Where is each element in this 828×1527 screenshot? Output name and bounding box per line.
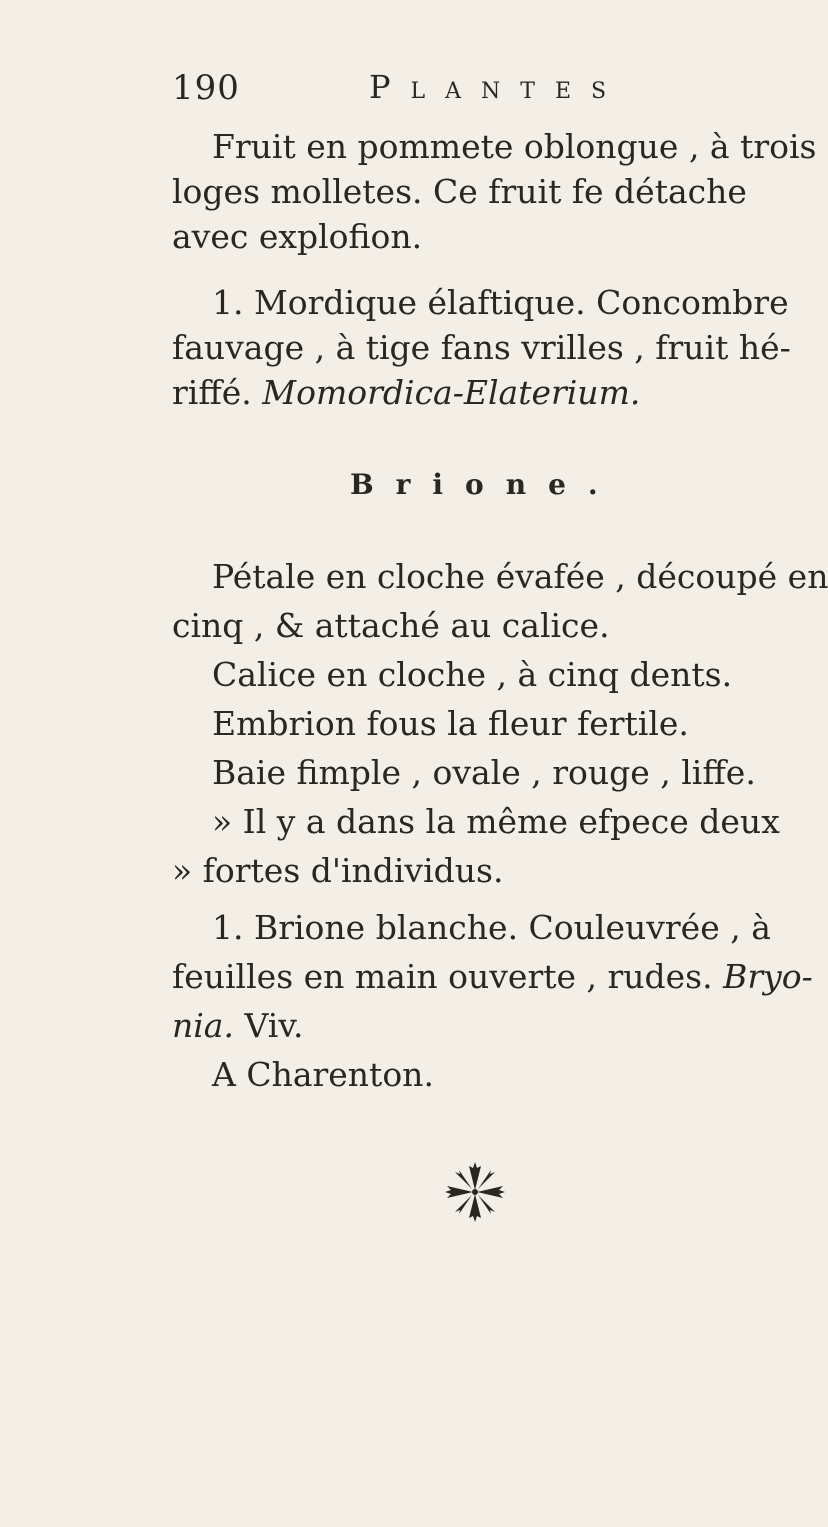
running-head: Plantes xyxy=(369,68,627,106)
text-line: A Charenton. xyxy=(212,1055,434,1094)
text-span: Viv. xyxy=(233,1006,304,1045)
text-line: avec explofion. xyxy=(172,217,423,256)
text-span: riffé. xyxy=(172,373,263,412)
text-line: fauvage , à tige fans vrilles , fruit hé- xyxy=(172,328,791,367)
text-line: Fruit en pommete oblongue , à trois xyxy=(212,127,817,166)
latin-name: Bryo- xyxy=(723,957,813,996)
floral-ornament-icon xyxy=(443,1160,507,1224)
text-line: Calice en cloche , à cinq dents. xyxy=(212,655,733,694)
text-line: Pétale en cloche évafée , découpé en xyxy=(212,557,828,596)
text-line: 1. Brione blanche. Couleuvrée , à xyxy=(212,908,771,947)
text-span: feuilles en main ouverte , rudes. xyxy=(172,957,724,996)
text-line: » fortes d'individus. xyxy=(172,851,504,890)
page-number: 190 xyxy=(172,68,240,108)
section-title: Brione. xyxy=(350,468,620,501)
text-line: cinq , & attaché au calice. xyxy=(172,606,610,645)
text-line xyxy=(172,1006,304,1046)
text-line: Embrion fous la fleur fertile. xyxy=(212,704,689,743)
page-header xyxy=(172,68,672,108)
text-line xyxy=(172,957,813,997)
text-line: 1. Mordique élaftique. Concombre xyxy=(212,283,789,322)
latin-name: Momordica-Elaterium. xyxy=(262,373,641,412)
text-line: » Il y a dans la même efpece deux xyxy=(212,802,780,841)
text-line: loges molletes. Ce fruit fe détache xyxy=(172,172,747,211)
latin-name: nia. xyxy=(172,1006,234,1045)
text-line xyxy=(172,373,640,413)
text-line: Baie fimple , ovale , rouge , liffe. xyxy=(212,753,756,792)
